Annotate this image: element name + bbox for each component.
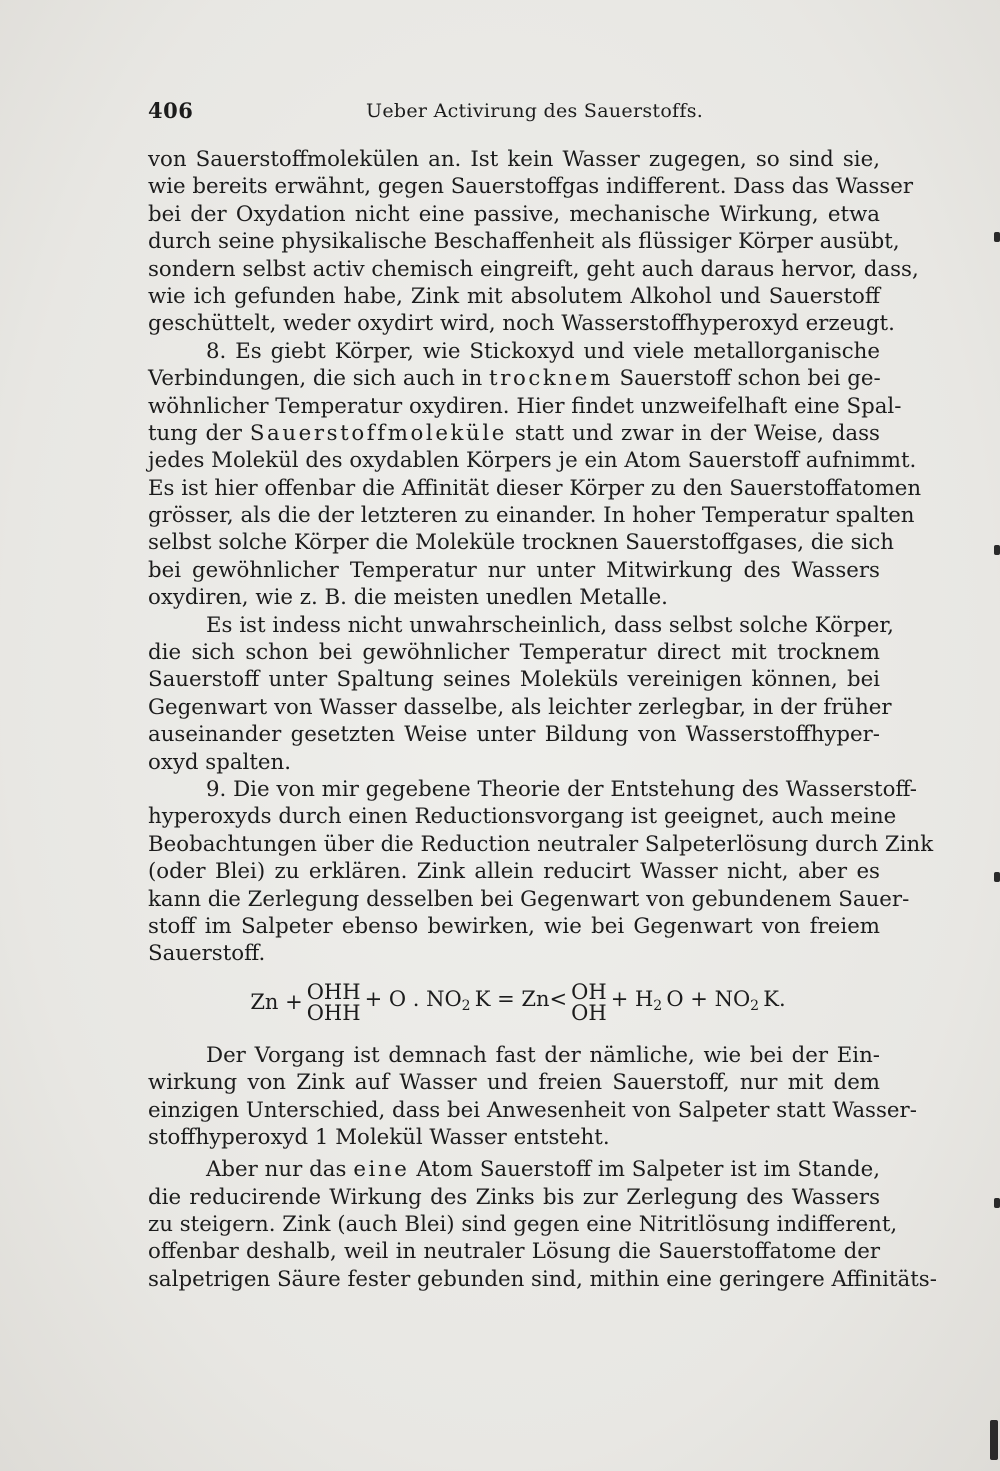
text-line: Der Vorgang ist demnach fast der nämliche, wie bei der Ein- — [206, 1042, 880, 1068]
text-line: einzigen Unterschied, dass bei Anwesenheit von Salpeter statt Wasser- — [148, 1097, 917, 1123]
text-span: + H — [610, 986, 654, 1011]
text-span: Verbindungen, die sich auch in — [148, 366, 490, 392]
text-line: grösser, als die der letzteren zu einander. In hoher Temperatur spalten — [148, 503, 915, 529]
body-text — [148, 146, 937, 1293]
text-line: selbst solche Körper die Moleküle trocknen Sauerstoffgases, die sich — [148, 530, 894, 556]
fraction-bottom: OH — [571, 1000, 607, 1025]
text-line: wöhnlicher Temperatur oxydiren. Hier findet unzweifelhaft eine Spal- — [148, 393, 902, 419]
emphasis-text: eine — [353, 1157, 410, 1183]
text-line: sondern selbst activ chemisch eingreift, geht auch daraus hervor, dass, — [148, 256, 919, 282]
emphasis-text: trocknem — [489, 366, 613, 392]
text-line: auseinander gesetzten Weise unter Bildung von Wasserstoffhyper- — [148, 722, 880, 748]
text-line: wie bereits erwähnt, gegen Sauerstoffgas indifferent. Dass das Wasser — [148, 174, 914, 200]
paragraph — [148, 146, 919, 338]
paragraph — [148, 776, 934, 968]
subscript: 2 — [653, 997, 663, 1014]
text-span: statt und zwar in der Weise, dass — [506, 420, 880, 446]
fraction-bottom: OHH — [306, 1000, 361, 1025]
emphasis-text: Sauerstoffmoleküle — [249, 420, 507, 446]
equation-fraction — [306, 979, 361, 1025]
paragraph — [148, 612, 894, 776]
text-line: 8. Es giebt Körper, wie Stickoxyd und viele metallorganische — [206, 338, 880, 364]
text-line — [148, 1156, 880, 1183]
fraction-top: OH — [571, 979, 607, 1004]
paragraph — [148, 1156, 937, 1293]
text-line: bei der Oxydation nicht eine passive, mechanische Wirkung, etwa — [148, 201, 880, 227]
text-span: Aber nur das — [206, 1157, 354, 1183]
text-line: salpetrigen Säure fester gebunden sind, mithin eine geringere Affinitäts- — [148, 1266, 937, 1292]
text-line: kann die Zerlegung desselben bei Gegenwart von gebundenem Sauer- — [148, 886, 910, 912]
text-span: Atom Sauerstoff im Salpeter ist im Stande, — [409, 1157, 881, 1183]
equation-term — [365, 986, 568, 1020]
text-line: oxyd spalten. — [148, 749, 291, 775]
text-line: die sich schon bei gewöhnlicher Temperatur direct mit trocknem — [148, 640, 880, 666]
page-edge-mark — [994, 872, 1000, 882]
text-line: offenbar deshalb, weil in neutraler Lösung die Sauerstoffatome der — [148, 1239, 880, 1265]
text-line: durch seine physikalische Beschaffenheit als flüssiger Körper ausübt, — [148, 229, 900, 255]
fraction-top: OHH — [306, 979, 361, 1004]
text-line: Sauerstoff. — [148, 941, 266, 967]
text-line: hyperoxyds durch einen Reductionsvorgang ist geeignet, auch meine — [148, 804, 897, 830]
page-edge-mark — [994, 232, 1000, 242]
text-span: K = Zn< — [474, 986, 568, 1011]
subscript: 2 — [750, 997, 760, 1014]
subscript: 2 — [461, 997, 471, 1014]
text-line: bei gewöhnlicher Temperatur nur unter Mitwirkung des Wassers — [148, 557, 880, 583]
page-edge-mark — [994, 1198, 1000, 1208]
text-span: ein — [584, 448, 618, 474]
text-line: geschüttelt, weder oxydirt wird, noch Wasserstoffhyperoxyd erzeugt. — [148, 311, 895, 337]
equation-term: Zn + — [250, 990, 303, 1015]
text-span: Sauerstoff schon bei ge- — [612, 366, 881, 392]
equation-term — [611, 986, 786, 1020]
paragraph — [148, 1042, 917, 1152]
text-line: stoff im Salpeter ebenso bewirken, wie bei Gegenwart von freiem — [148, 913, 880, 939]
text-span: K. — [763, 986, 786, 1011]
page-header — [148, 98, 880, 124]
text-line — [148, 447, 917, 474]
text-line: Sauerstoff unter Spaltung seines Moleküls vereinigen können, bei — [148, 667, 880, 693]
page-edge-mark — [990, 1420, 998, 1460]
text-line: zu steigern. Zink (auch Blei) sind gegen eine Nitritlösung indifferent, — [148, 1212, 898, 1238]
page-edge-mark — [994, 545, 1000, 555]
page-number: 406 — [148, 98, 194, 123]
text-line — [148, 420, 880, 447]
running-title: Ueber Activirung des Sauerstoffs. — [366, 100, 704, 122]
text-span: + O . NO — [364, 986, 462, 1011]
text-line: Beobachtungen über die Reduction neutraler Salpeterlösung durch Zink — [148, 831, 934, 857]
text-span: O + NO — [666, 986, 751, 1011]
equation-fraction — [571, 979, 607, 1025]
text-span: tung der — [148, 420, 250, 446]
text-line: 9. Die von mir gegebene Theorie der Entstehung des Wasserstoff- — [206, 776, 917, 802]
text-line: (oder Blei) zu erklären. Zink allein reducirt Wasser nicht, aber es — [148, 859, 880, 885]
text-line: Es ist hier offenbar die Affinität dieser Körper zu den Sauerstoffatomen — [148, 475, 922, 501]
chemical-equation — [156, 974, 880, 1032]
text-line: wirkung von Zink auf Wasser und freien Sauerstoff, nur mit dem — [148, 1070, 880, 1096]
text-line: oxydiren, wie z. B. die meisten unedlen Metalle. — [148, 585, 668, 611]
text-span: Atom Sauerstoff aufnimmt. — [617, 448, 917, 474]
text-line: die reducirende Wirkung des Zinks bis zur Zerlegung des Wassers — [148, 1184, 880, 1210]
text-line: von Sauerstoffmolekülen an. Ist kein Wasser zugegen, so sind sie, — [148, 147, 880, 172]
text-line: stoffhyperoxyd 1 Molekül Wasser entsteht. — [148, 1124, 610, 1150]
paragraph — [148, 338, 922, 612]
text-line: Gegenwart von Wasser dasselbe, als leichter zerlegbar, in der früher — [148, 694, 892, 720]
text-span: jedes Molekül des oxydablen Körpers je — [148, 448, 585, 474]
text-line: Es ist indess nicht unwahrscheinlich, dass selbst solche Körper, — [206, 612, 894, 638]
text-line: wie ich gefunden habe, Zink mit absolutem Alkohol und Sauerstoff — [148, 283, 880, 309]
text-line — [148, 365, 880, 392]
